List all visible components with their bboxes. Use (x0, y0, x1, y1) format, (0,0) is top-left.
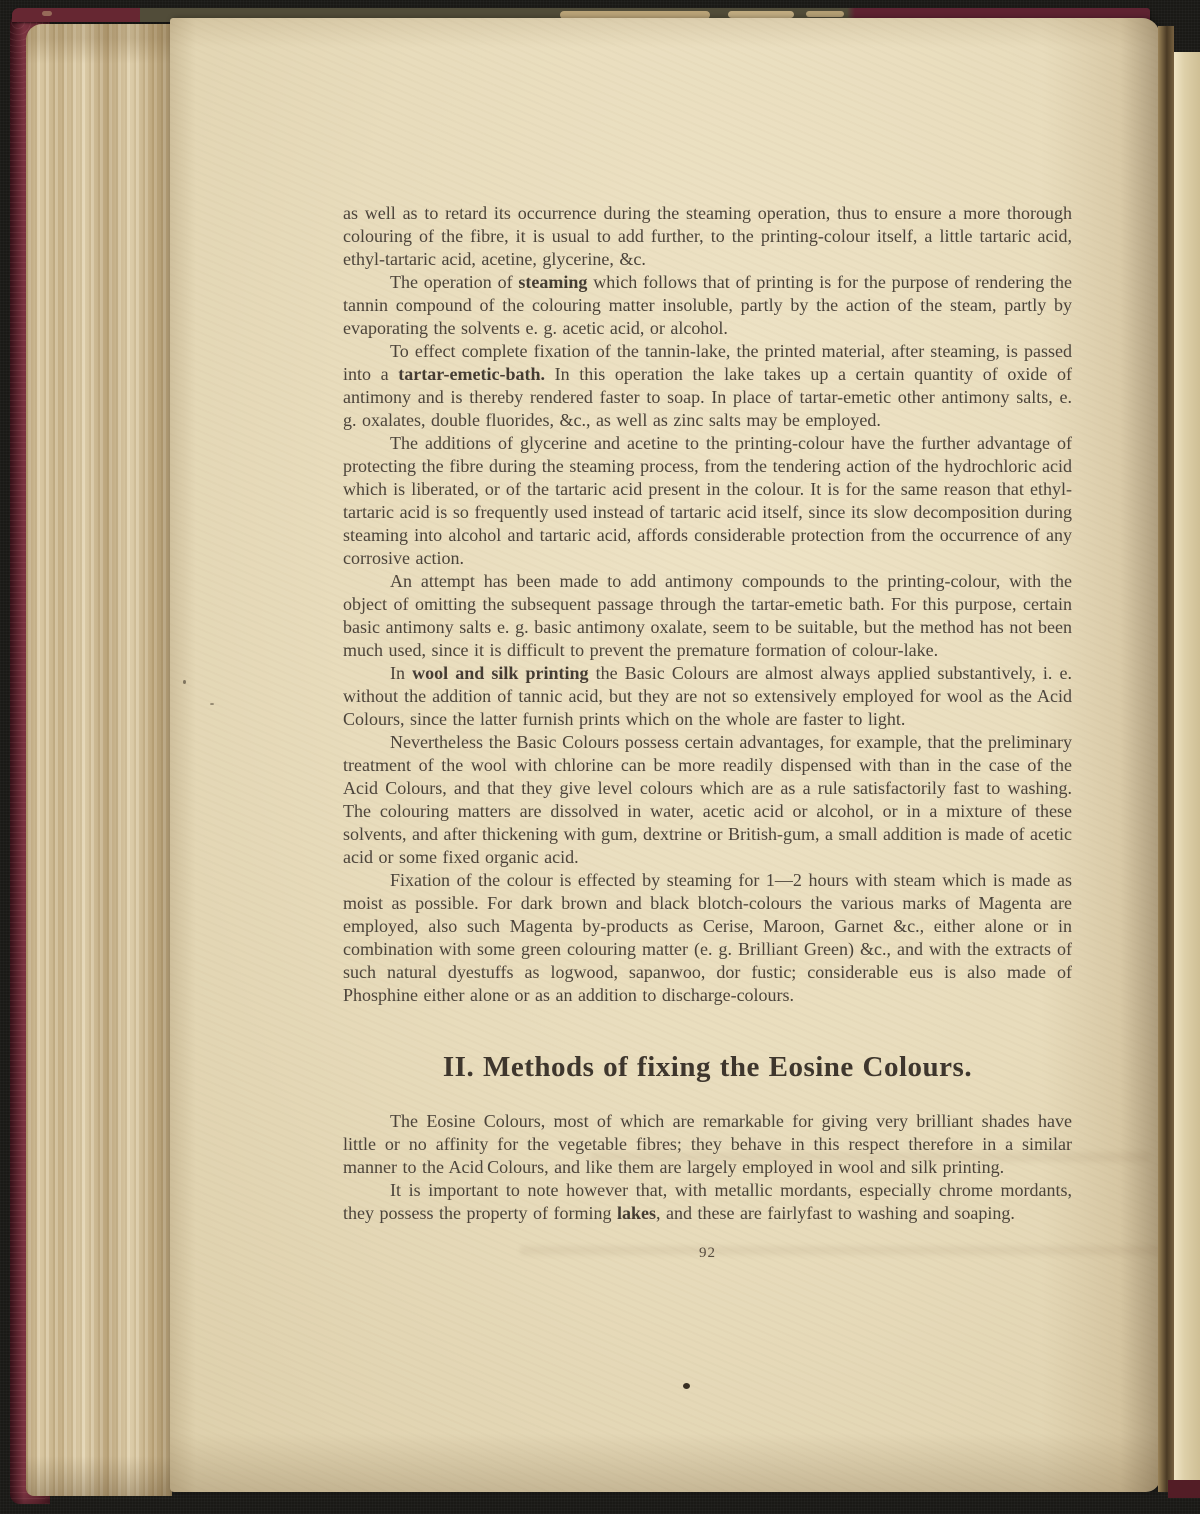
page-text-block (343, 202, 1072, 1265)
gutter-shadow (1158, 26, 1174, 1492)
body-paragraph: Fixation of the colour is effected by steaming for 1—2 hours with steam which is made as moist as possible. For dark brown and black blotch-colours the various marks of Magenta are employed, also such Magenta by-products as Cerise, Maroon, Garnet &c., either alone or in combination with some green colouring matter (e. g. Brilliant Green) &c., and with the extracts of such natural dyestuffs as logwood, sapanwoo, dor fustic; considerable eus is also made of Phosphine either alone or as an addition to discharge-colours. (343, 870, 1072, 1005)
body-paragraph: The operation of steaming which follows that of printing is for the purpose of rendering the tannin compound of the colouring matter insoluble, partly by the action of the steam, partly by evaporating the solvents e. g. acetic acid, or alcohol. (343, 272, 1072, 338)
show-through-ghost (520, 1246, 1200, 1255)
facing-cover-sliver (1168, 1480, 1200, 1498)
page-fore-edge-stack (26, 24, 172, 1496)
bold-term: wool and silk printing (412, 663, 589, 683)
body-paragraph: It is important to note however that, with metallic mordants, especially chrome mordants, they possess the property of forming lakes, and these are fairlyfast to washing and soaping. (343, 1180, 1072, 1223)
bold-term: lakes (616, 1203, 656, 1223)
cover-damage-patch (806, 11, 844, 17)
section-heading: II. Methods of fixing the Eosine Colours. (442, 1051, 973, 1083)
body-paragraph: Nevertheless the Basic Colours possess certain advantages, for example, that the preliminary treatment of the wool with chlorine can be more readily dispensed with than in the case of the Acid Colours, and that they give level colours which are as a rule satisfactorily fast to washing. The colouring matters are dissolved in water, acetic acid or alcohol, or in a mixture of these solvents, and after thickening with gum, dextrine or British-gum, a small addition is made of acetic acid or some fixed organic acid. (343, 732, 1072, 867)
ink-speck (183, 680, 186, 684)
body-paragraph: as well as to retard its occurrence during the steaming operation, thus to ensure a more thorough colouring of the fibre, it is usual to add further, to the printing-colour itself, a little tartaric acid, ethyl-tartaric acid, acetine, glycerine, &c. (343, 203, 1072, 269)
body-paragraph: The additions of glycerine and acetine to the printing-colour have the further advantage of protecting the fibre during the steaming process, from the tendering action of the hydrochloric acid which is liberated, or of the tartaric acid present in the colour. It is for the same reason that ethyl-tartaric acid is so frequently used instead of tartaric acid itself, since its slow decomposition during steaming into alcohol and tartaric acid, affords considerable protection from the occurrence of any corrosive action. (343, 433, 1072, 568)
show-through-ghost (590, 1152, 1150, 1162)
page-number: 92 (699, 1245, 716, 1261)
facing-page-edge (1174, 52, 1200, 1484)
body-paragraph: An attempt has been made to add antimony compounds to the printing-colour, with the object of omitting the subsequent passage through the tartar-emetic bath. For this purpose, certain basic antimony salts e. g. basic antimony oxalate, seem to be suitable, but the method has not been much used, since it is difficult to prevent the premature formation of colour-lake. (343, 571, 1072, 660)
ink-speck (683, 1383, 690, 1389)
cover-damage-patch (728, 11, 794, 18)
body-paragraphs-lower (343, 1110, 1072, 1225)
bold-term: tartar-emetic-bath. (398, 364, 546, 384)
bold-term: steaming (518, 272, 588, 292)
cover-damage-patch (42, 11, 52, 16)
body-paragraph: To effect complete fixation of the tannin-lake, the printed material, after steaming, is passed into a tartar-emetic-bath. In this operation the lake takes up a certain quantity of oxide of antimony and is thereby rendered faster to soap. In place of tartar-emetic other antimony salts, e. g. oxalates, double fluorides, &c., as well as zinc salts may be employed. (343, 341, 1072, 430)
book-page (170, 18, 1160, 1492)
body-paragraph: The Eosine Colours, most of which are remarkable for giving very brilliant shades have little or no affinity for the vegetable fibres; they behave in this respect therefore in a similar manner to the Acid Colours, and like them are largely employed in wool and silk printing. (343, 1111, 1072, 1177)
body-paragraphs-upper (343, 202, 1072, 1007)
ink-speck (210, 703, 214, 705)
body-paragraph: In wool and silk printing the Basic Colours are almost always applied substantively, i. e. without the addition of tannic acid, but they are not so extensively employed for wool as the Acid Colours, since the latter furnish prints which on the whole are faster to light. (343, 663, 1072, 729)
